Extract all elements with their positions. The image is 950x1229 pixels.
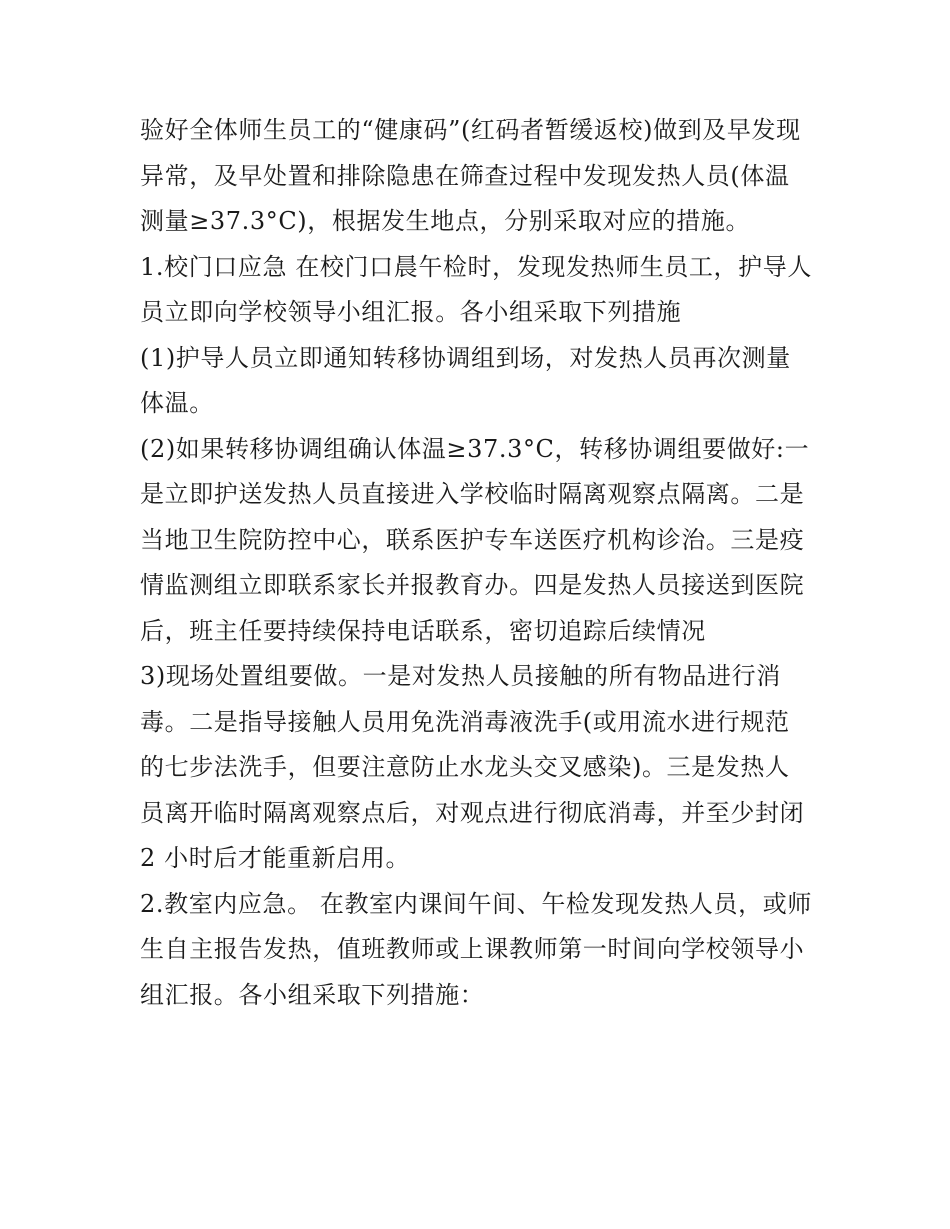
text-line: (1)护导人员立即通知转移协调组到场，对发热人员再次测量 [140,343,791,372]
text-line: 员立即向学校领导小组汇报。各小组采取下列措施 [140,298,682,326]
text-line: 当地卫生院防控中心，联系医护专车送医疗机构诊治。三是疫 [140,525,805,554]
text-line: 后，班主任要持续保持电话联系，密切追踪后续情况 [140,616,706,645]
text-line: 3)现场处置组要做。一是对发热人员接触的所有物品进行消 [140,662,781,690]
text-line: 1.校门口应急 在校门口晨午检时，发现发热师生员工，护导人 [140,252,812,281]
text-line: 2.教室内应急。 在教室内课间午间、午检发现发热人员，或师 [140,889,812,918]
text-line: 毒。二是指导接触人员用免洗消毒液洗手(或用流水进行规范 [140,707,790,736]
text-line: 测量≥37.3°C)，根据发生地点，分别采取对应的措施。 [140,207,751,235]
text-line: 异常，及早处置和排除隐患在筛查过程中发现发热人员(体温 [140,161,790,190]
text-line: 组汇报。各小组采取下列措施： [140,980,485,1009]
text-line: 情监测组立即联系家长并报教育办。四是发热人员接送到医院 [140,571,805,599]
text-line: 体温。 [140,389,214,417]
text-line: 员离开临时隔离观察点后，对观点进行彻底消毒，并至少封闭 [140,798,805,827]
text-line: 验好全体师生员工的“健康码”(红码者暂缓返校)做到及早发现 [140,116,801,144]
text-line: (2)如果转移协调组确认体温≥37.3°C，转移协调组要做好:一 [140,434,810,463]
document-body [140,108,820,1018]
text-line: 是立即护送发热人员直接进入学校临时隔离观察点隔离。二是 [140,480,805,508]
text-line: 生自主报告发热，值班教师或上课教师第一时间向学校领导小 [140,935,805,963]
text-line: 2 小时后才能重新启用。 [140,844,411,872]
text-line: 的七步法洗手，但要注意防止水龙头交叉感染)。三是发热人 [140,753,790,781]
